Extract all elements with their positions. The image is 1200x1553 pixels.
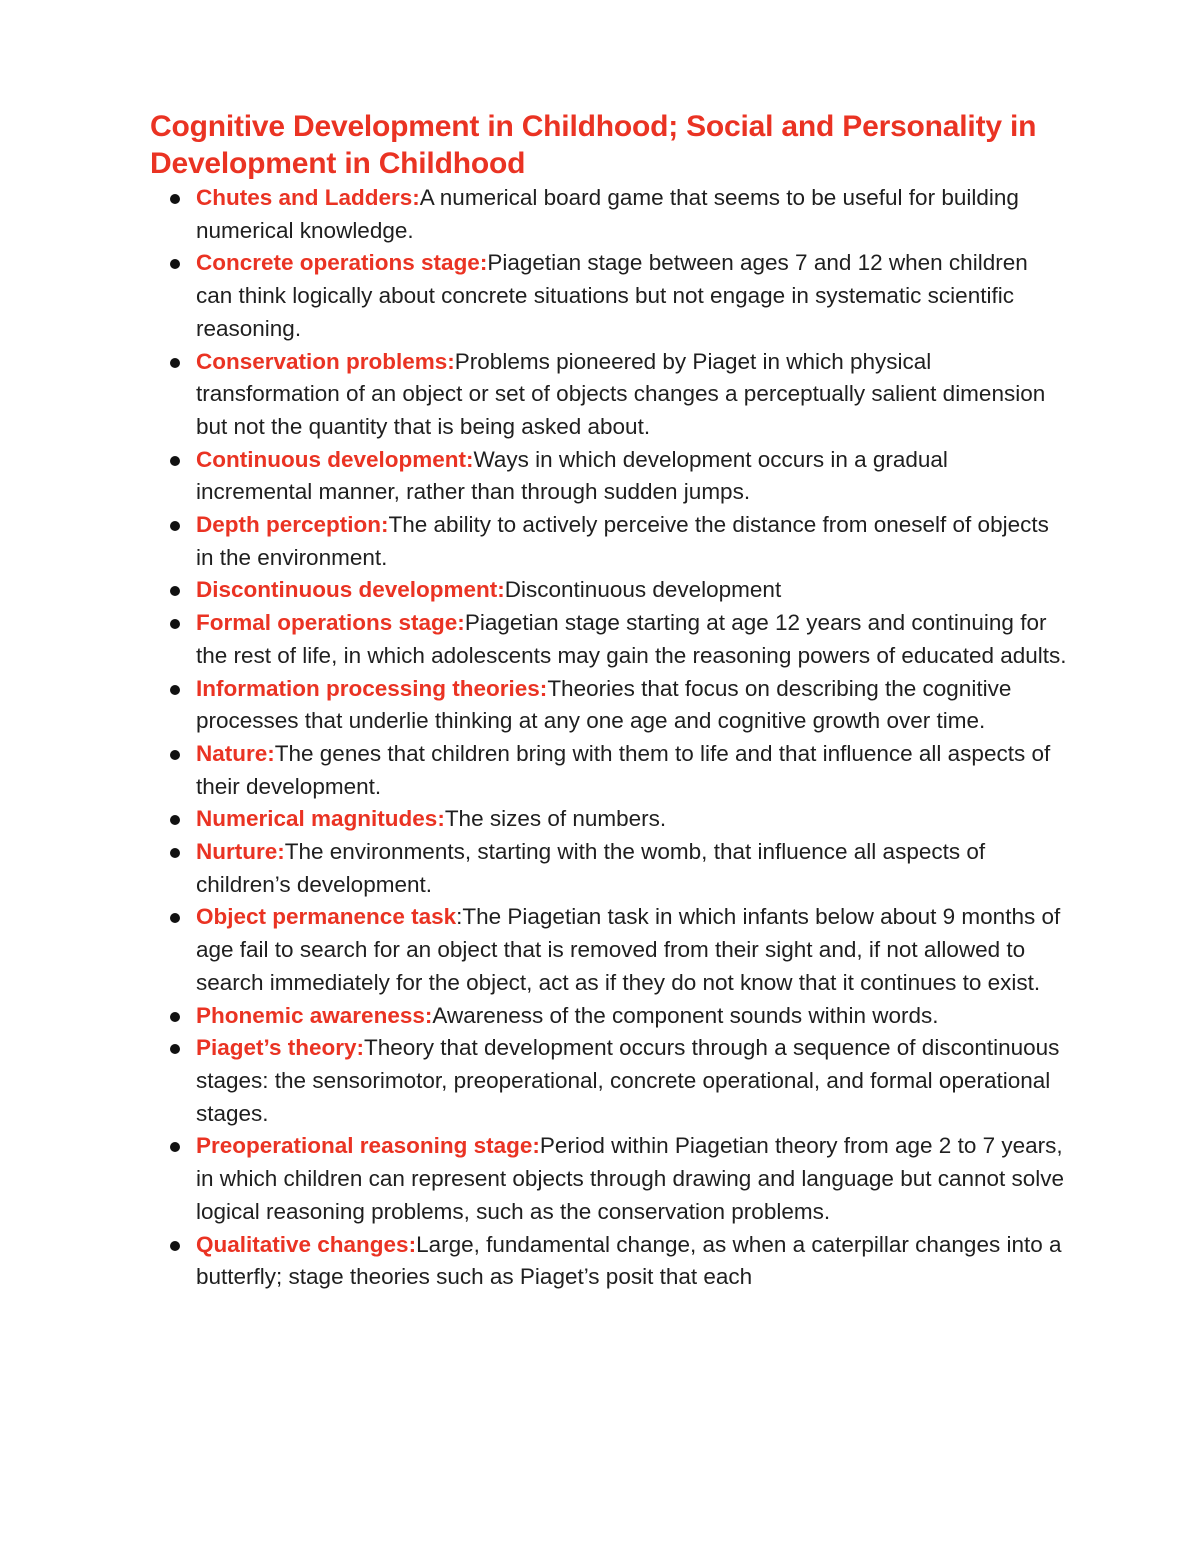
glossary-definition: Piagetian stage starting at age 12 years and continuing for the rest of life, in which adolescents may gain the reasoning powers of educated adults. [196,610,1067,668]
glossary-term: Chutes and Ladders: [196,185,420,210]
bullet-icon [170,1044,180,1054]
glossary-item [150,738,1070,803]
glossary-definition: The environments, starting with the womb, that influence all aspects of children’s development. [196,839,986,897]
glossary-term: Qualitative changes: [196,1231,417,1257]
glossary-definition: Large, fundamental change, as when a caterpillar changes into a butterfly; stage theories such as Piaget’s posit that each [196,1231,1062,1290]
document-page [150,108,1070,1294]
bullet-icon [170,259,180,269]
glossary-definition: Period within Piagetian theory from age 2 to 7 years, in which children can represent objects through drawing and language but cannot solve logical reasoning problems, such as the conservation problems. [196,1133,1065,1224]
glossary-item [150,836,1070,901]
glossary-item [150,574,1070,607]
glossary-term: Depth perception: [196,512,389,538]
bullet-icon [170,358,180,368]
glossary-item [150,673,1070,738]
glossary-item [150,444,1070,509]
glossary-term: Continuous development: [196,446,474,472]
glossary-definition: :The Piagetian task in which infants below about 9 months of age fail to search for an object that is removed from their sight and, if not allowed to search immediately for the object, act as if they do not know that it continues to exist. [196,904,1061,995]
bullet-icon [170,1012,180,1022]
bullet-icon [170,848,180,858]
bullet-icon [170,685,180,695]
glossary-term: Numerical magnitudes: [196,806,445,832]
glossary-item [150,1229,1070,1294]
glossary-definition: The sizes of numbers. [444,806,667,832]
bullet-icon [170,913,180,923]
glossary-item [150,1000,1070,1033]
glossary-item [150,803,1070,836]
glossary-definition: The ability to actively perceive the distance from oneself of objects in the environment. [196,512,1049,570]
glossary-term: Formal operations stage: [196,610,465,636]
glossary-item [150,247,1070,345]
bullet-icon [170,619,180,629]
glossary-definition: Theory that development occurs through a sequence of discontinuous stages: the sensorimotor, preoperational, concrete operational, and formal operational stages. [196,1035,1060,1126]
glossary-definition: Ways in which development occurs in a gradual incremental manner, rather than through sudden jumps. [196,446,948,505]
glossary-definition: Theories that focus on describing the cognitive processes that underlie thinking at any one age and cognitive growth over time. [196,675,1012,734]
glossary-term: Conservation problems: [196,348,455,374]
glossary-term: Nature: [196,740,275,766]
bullet-icon [170,815,180,825]
glossary-term: Nurture: [196,839,285,865]
bullet-icon [170,1142,180,1152]
glossary-definition: The genes that children bring with them to life and that influence all aspects of their development. [196,740,1051,799]
glossary-definition: Problems pioneered by Piaget in which physical transformation of an object or set of objects changes a perceptually salient dimension but not the quantity that is being asked about. [196,348,1046,439]
glossary-definition: A numerical board game that seems to be useful for building numerical knowledge. [196,185,1019,243]
glossary-item [150,346,1070,444]
glossary-term: Concrete operations stage: [196,250,488,276]
glossary-item [150,509,1070,574]
glossary-item [150,607,1070,672]
glossary-item [150,901,1070,999]
bullet-icon [170,456,180,466]
bullet-icon [170,750,180,760]
glossary-term: Phonemic awareness: [196,1002,433,1028]
glossary-term: Information processing theories: [196,675,548,701]
glossary-item [150,182,1070,247]
glossary-list [150,182,1070,1294]
bullet-icon [170,521,180,531]
glossary-term: Discontinuous development: [196,577,505,603]
glossary-item [150,1130,1070,1228]
glossary-definition: Awareness of the component sounds within words. [432,1002,939,1028]
bullet-icon [170,1241,180,1251]
glossary-term: Preoperational reasoning stage: [196,1133,540,1159]
glossary-definition: Piagetian stage between ages 7 and 12 when children can think logically about concrete situations but not engage in systematic scientific reasoning. [196,250,1028,341]
bullet-icon [170,194,180,204]
glossary-term: Object permanence task [196,904,457,930]
bullet-icon [170,586,180,596]
glossary-item [150,1032,1070,1130]
glossary-definition: Discontinuous development [504,577,782,603]
document-title: Cognitive Development in Childhood; Social and Personality in Development in Childhood [150,110,1037,180]
glossary-term: Piaget’s theory: [196,1035,364,1061]
